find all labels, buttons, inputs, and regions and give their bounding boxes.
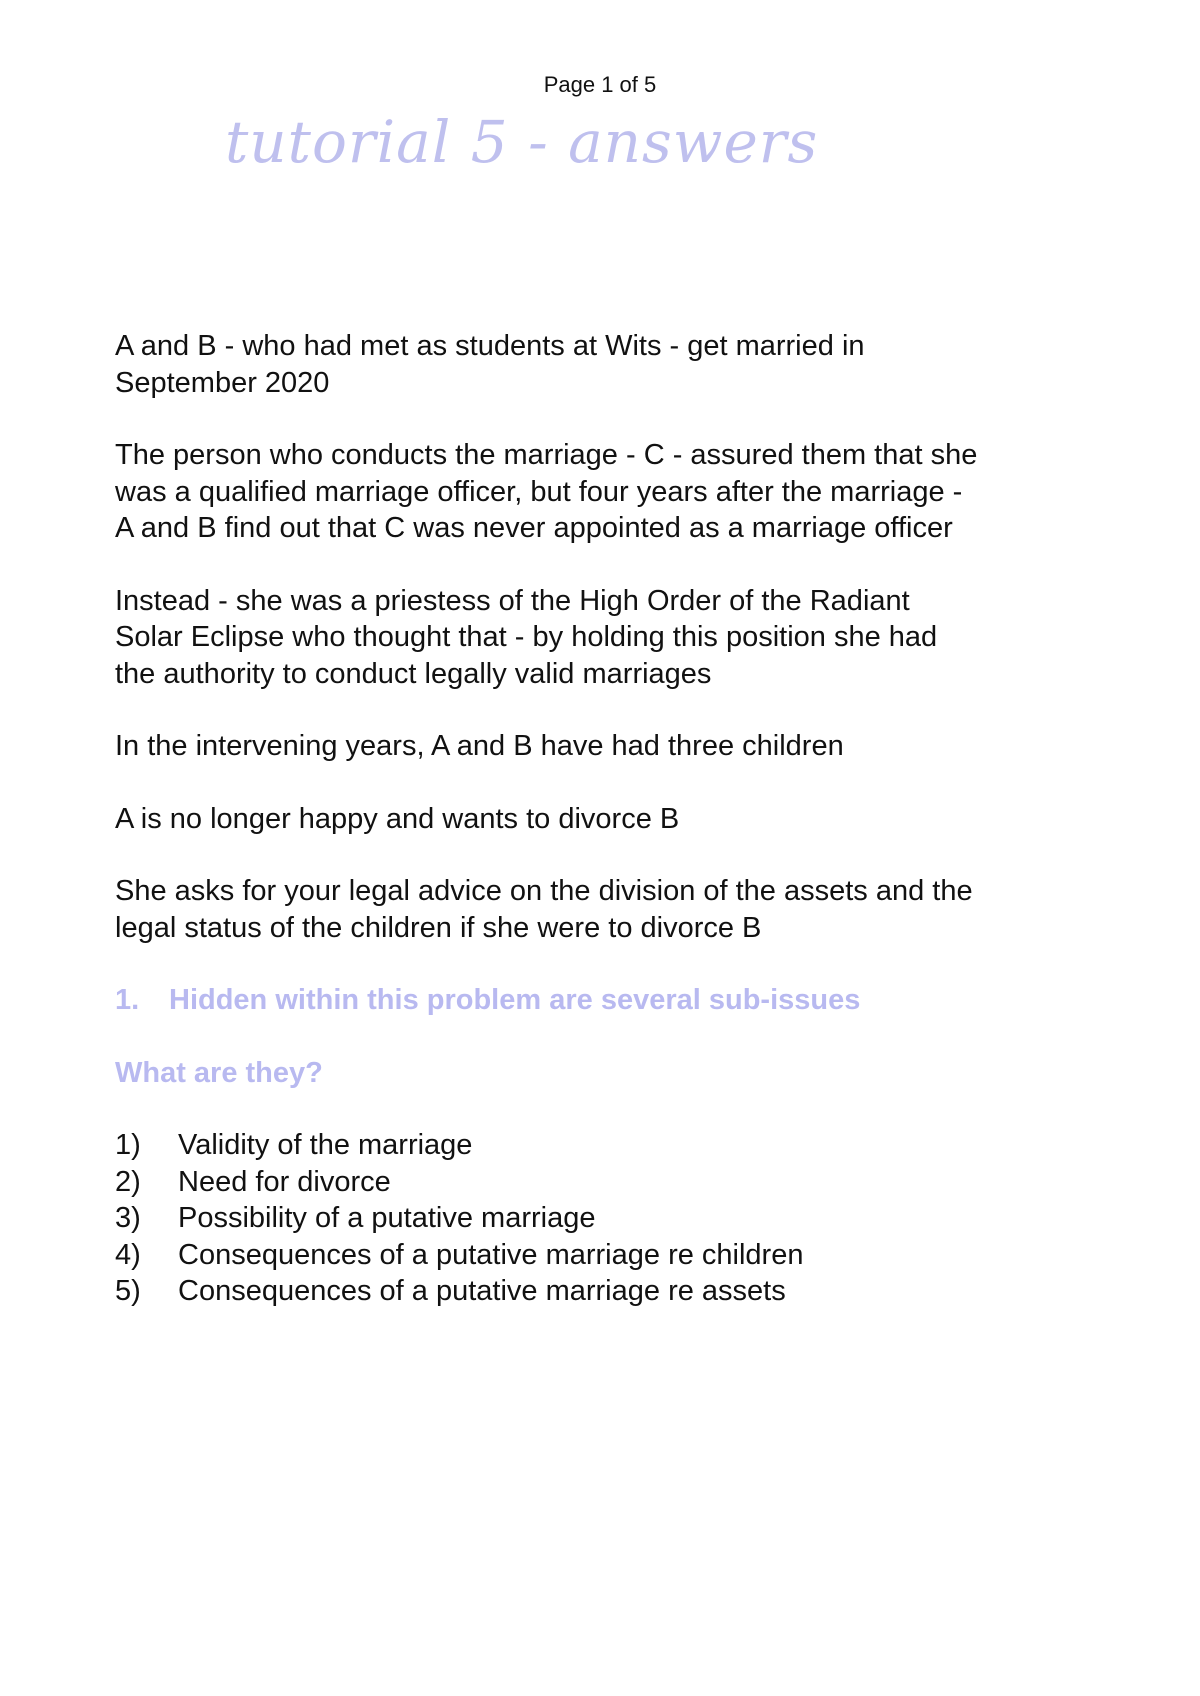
question-text: Hidden within this problem are several sub-issues (169, 984, 861, 1016)
list-item (115, 1237, 1115, 1274)
list-item-text: Consequences of a putative marriage re assets (178, 1275, 786, 1307)
list-item (115, 1273, 1115, 1310)
list-marker: 2) (115, 1165, 141, 1198)
list-item (115, 1127, 1115, 1164)
question-number: 1. (115, 984, 140, 1016)
list-item (115, 1200, 1115, 1237)
list-marker: 3) (115, 1202, 141, 1234)
question-heading (115, 982, 1115, 1019)
scenario-paragraph: Instead - she was a priestess of the High Order of the Radiant Solar Eclipse who thought that - by holding this position she had the authority to conduct legally valid marriages (115, 584, 938, 690)
answer-list (115, 1127, 1115, 1310)
scenario-paragraph: She asks for your legal advice on the division of the assets and the legal status of the children if she were to divorce B (115, 875, 973, 944)
list-marker: 4) (115, 1238, 141, 1271)
list-marker: 5) (115, 1275, 141, 1307)
list-item-text: Possibility of a putative marriage (178, 1202, 596, 1234)
question-prompt: What are they? (115, 1056, 323, 1089)
scenario-paragraph: A is no longer happy and wants to divorce B (115, 802, 680, 835)
page-number: Page 1 of 5 (543, 72, 657, 97)
list-item (115, 1164, 1115, 1201)
scenario-paragraph: The person who conducts the marriage - C - assured them that she was a qualified marriage officer, but four years after the marriage - A and B find out that C was never appointed as a marriage officer (115, 439, 978, 544)
list-item-text: Consequences of a putative marriage re children (178, 1238, 804, 1271)
document-body (115, 328, 1115, 1310)
list-item-text: Validity of the marriage (178, 1129, 473, 1161)
page-title: tutorial 5 - answers (225, 108, 819, 176)
list-marker: 1) (115, 1129, 141, 1161)
scenario-paragraph: A and B - who had met as students at Wits - get married in September 2020 (115, 330, 865, 399)
list-item-text: Need for divorce (178, 1165, 391, 1198)
scenario-paragraph: In the intervening years, A and B have had three children (115, 730, 844, 762)
